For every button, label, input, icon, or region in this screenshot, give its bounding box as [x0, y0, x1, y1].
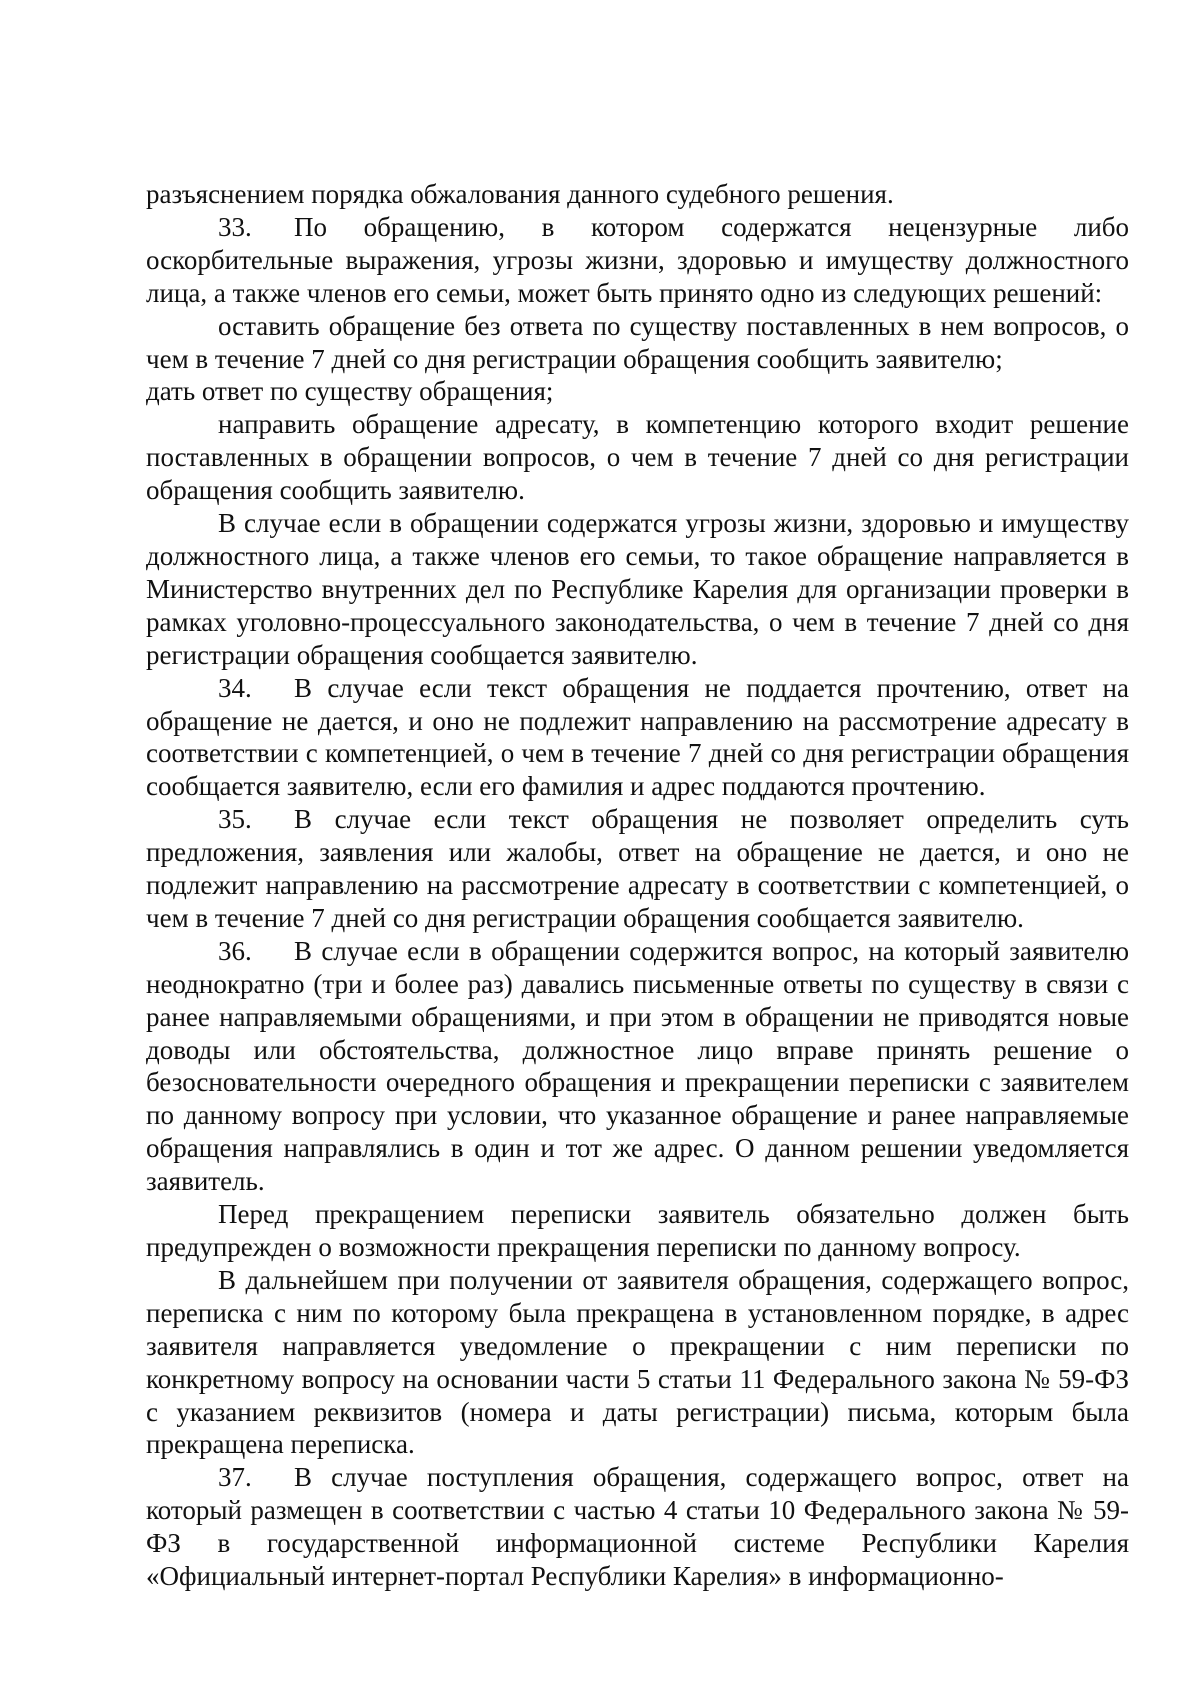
paragraph-33 — [146, 211, 1129, 310]
document-page — [146, 178, 1129, 1593]
paragraph-text: В случае если текст обращения не поддается прочтению, ответ на обращение не дается, и оно не подлежит направлению на рассмотрение адресату в соответствии с компетенцией, о чем в течение 7 дней со дня регистрации обращения сообщается заявителю, если его фамилия и адрес поддаются прочтению. — [146, 672, 1129, 802]
paragraph-36 — [146, 935, 1129, 1198]
paragraph-text: В случае если текст обращения не позволяет определить суть предложения, заявления или жалобы, ответ на обращение не дается, и оно не подлежит направлению на рассмотрение адресату в соответствии с компетенцией, о чем в течение 7 дней со дня регистрации обращения сообщается заявителю. — [146, 804, 1129, 933]
paragraph-33-option-2 — [146, 375, 1129, 408]
paragraph-37 — [146, 1461, 1129, 1593]
paragraph-33-threats — [146, 507, 1129, 672]
paragraph-number: 37. — [218, 1462, 252, 1493]
paragraph-text: В случае если в обращении содержатся угрозы жизни, здоровью и имуществу должностного лица, а также членов его семьи, то такое обращение направляется в Министерство внутренних дел по Республике Карелия для организации проверки в рамках уголовно-процессуального законодательства, о чем в течение 7 дней со дня регистрации обращения сообщается заявителю. — [146, 508, 1129, 670]
paragraph-33-option-1 — [146, 310, 1129, 376]
paragraph-text: По обращению, в котором содержатся нецензурные либо оскорбительные выражения, угрозы жизни, здоровью и имуществу должностного лица, а также членов его семьи, может быть принято одно из следующих решений: — [146, 211, 1129, 308]
paragraph-text: разъяснением порядка обжалования данного судебного решения. — [146, 179, 894, 209]
paragraph-36-warning — [146, 1198, 1129, 1264]
paragraph-number: 33. — [218, 211, 252, 242]
paragraph-34 — [146, 672, 1129, 804]
paragraph-text: направить обращение адресату, в компетенцию которого входит решение поставленных в обращении вопросов, о чем в течение 7 дней со дня регистрации обращения сообщить заявителю. — [146, 409, 1129, 506]
paragraph-number: 34. — [218, 672, 252, 703]
paragraph-text: дать ответ по существу обращения; — [146, 376, 554, 407]
paragraph-36-notice — [146, 1264, 1129, 1461]
paragraph-text: оставить обращение без ответа по существу поставленных в нем вопросов, о чем в течение 7 дней со дня регистрации обращения сообщить заявителю; — [146, 310, 1129, 374]
paragraph-text: В случае если в обращении содержится вопрос, на который заявителю неоднократно (три и более раз) давались письменные ответы по существу в связи с ранее направляемыми обращениями, и при этом в обращении не приводятся новые доводы или обстоятельства, должностное лицо вправе принять решение о безосновательности очередного обращения и прекращении переписки с заявителем по данному вопросу при условии, что указанное обращение и ранее направляемые обращения направлялись в один и тот же адрес. О данном решении уведомляется заявитель. — [146, 935, 1129, 1197]
paragraph-number: 36. — [218, 935, 252, 966]
paragraph-35 — [146, 803, 1129, 935]
paragraph-intro — [146, 178, 1129, 211]
paragraph-number: 35. — [218, 804, 252, 835]
paragraph-text: В случае поступления обращения, содержащего вопрос, ответ на который размещен в соответствии с частью 4 статьи 10 Федерального закона № 59-ФЗ в государственной информационной системе Республики Карелия «Официальный интернет-портал Республики Карелия» в информационно- — [146, 1462, 1129, 1592]
paragraph-text: В дальнейшем при получении от заявителя обращения, содержащего вопрос, переписка с ним по которому была прекращена в установленном порядке, в адрес заявителя направляется уведомление о прекращении с ним переписки по конкретному вопросу на основании части 5 статьи 11 Федерального закона № 59-ФЗ с указанием реквизитов (номера и даты регистрации) письма, которым была прекращена переписка. — [146, 1264, 1129, 1460]
paragraph-text: Перед прекращением переписки заявитель обязательно должен быть предупрежден о возможности прекращения переписки по данному вопросу. — [146, 1199, 1129, 1262]
paragraph-33-option-3 — [146, 408, 1129, 507]
